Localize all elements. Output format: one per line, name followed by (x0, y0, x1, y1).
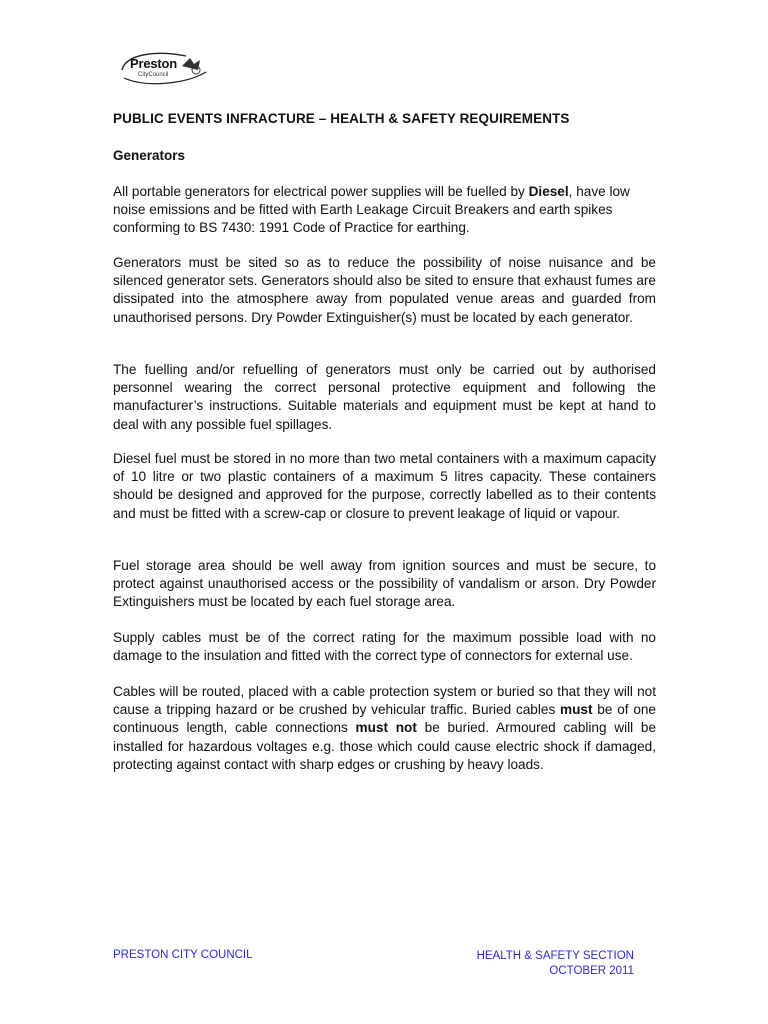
footer-date: OCTOBER 2011 (549, 965, 634, 977)
paragraph-fuel-type (113, 183, 656, 238)
logo-name: Preston (130, 56, 178, 71)
paragraph-fuelling: The fuelling and/or refuelling of generators must only be carried out by authorised personnel wearing the correct personal protective equipment and following the manufacturer’s instructions. Suitable materials and equipment must be kept at hand to deal with any possible fuel spillages. (113, 362, 656, 432)
text-run: be buried. Armoured cabling will be installed for hazardous voltages e.g. those which could cause electric shock if damaged, protecting against contact with sharp edges or crushing by heavy loads. (113, 720, 656, 772)
bold-text: must not (355, 720, 417, 736)
text-run: be of one continuous length, cable connections (113, 702, 656, 736)
bold-text: must (560, 702, 593, 718)
paragraph-fuel-storage-area: Fuel storage area should be well away from ignition sources and must be secure, to protect against unauthorised access or the possibility of vandalism or arson. Dry Powder Extinguishers must be located by each fuel storage area. (113, 558, 656, 610)
paragraph-cable-routing (113, 683, 656, 774)
paragraph-fuel-storage-containers: Diesel fuel must be stored in no more than two metal containers with a maximum capacity of 10 litre or two plastic containers of a maximum 5 litres capacity. These containers should be designed and approved for the purpose, correctly labelled as to their contents and must be fitted with a screw-cap or closure to prevent leakage of liquid or vapour. (113, 451, 656, 521)
bold-text: Diesel (528, 184, 569, 199)
footer-section: HEALTH & SAFETY SECTION (476, 950, 634, 962)
text-run: , have low noise emissions and be fitted with Earth Leakage Circuit Breakers and earth spikes conforming to BS 7430: 1991 Code of Practice for earthing. (113, 184, 630, 236)
footer-section-date (440, 949, 634, 979)
footer-organisation: PRESTON CITY COUNCIL (113, 949, 253, 961)
text-run: Cables will be routed, placed with a cable protection system or buried so that they will not cause a tripping hazard or be crushed by vehicular traffic. Buried cables (113, 684, 656, 718)
paragraph-supply-cables: Supply cables must be of the correct rating for the maximum possible load with no damage to the insulation and fitted with the correct type of connectors for external use. (113, 630, 656, 664)
paragraph-siting: Generators must be sited so as to reduce the possibility of noise nuisance and be silenced generator sets. Generators should also be sited to ensure that exhaust fumes are dissipated into the atmosphere away from populated venue areas and guarded from unauthorised persons. Dry Powder Extinguisher(s) must be located by each generator. (113, 255, 656, 325)
logo-subtitle: CityCouncil (138, 72, 169, 78)
council-logo (116, 48, 212, 88)
text-run: All portable generators for electrical power supplies will be fuelled by (113, 184, 529, 199)
section-heading: Generators (113, 148, 186, 163)
page-title: PUBLIC EVENTS INFRACTURE – HEALTH & SAFETY REQUIREMENTS (113, 111, 570, 126)
